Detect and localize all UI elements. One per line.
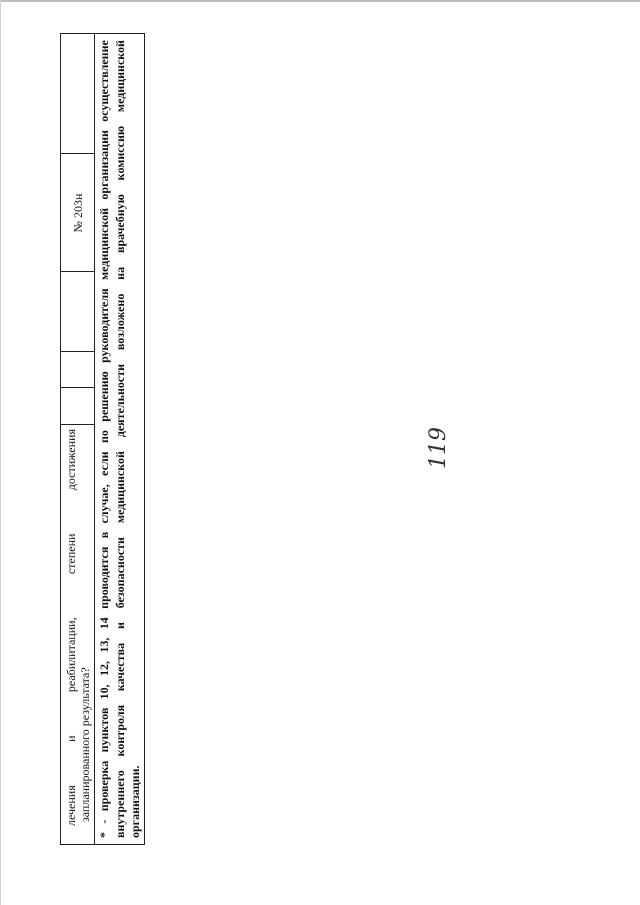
footnote-word: * [97, 832, 111, 838]
scan-edge-top [0, 0, 640, 2]
question-word: и [64, 735, 78, 742]
handwritten-page-number: 119 [425, 427, 451, 469]
footnote-word: в [97, 531, 111, 539]
footnote-word: медицинской [97, 207, 111, 281]
footnote-word: проверка [97, 760, 111, 812]
question-word: степени [64, 533, 78, 575]
footnote-word: осуществление [97, 40, 111, 122]
question-word: достижения [64, 429, 78, 491]
footnote-word: 14 [97, 617, 111, 630]
notes-cell [61, 34, 95, 154]
footnote-word: деятельности [112, 363, 127, 438]
footnote-word: на [112, 266, 127, 280]
footnote-line-1 [97, 40, 113, 838]
answer-yes-cell [61, 387, 95, 424]
footnote-line-3 [128, 40, 144, 838]
footnote-word: комиссию [112, 125, 127, 181]
footnote-word: безопасности [112, 537, 127, 609]
footnote-word: случае, [97, 484, 111, 524]
footnote-line-2 [113, 40, 129, 838]
footnote-word: решению [97, 371, 111, 422]
footnote-word: врачебную [112, 194, 127, 254]
question-word: лечения [64, 785, 78, 826]
footnote-word: - [97, 819, 111, 824]
footnote-word: 12, [97, 660, 111, 676]
rotated-document-page [60, 33, 145, 845]
footnote-word: качества [112, 642, 127, 692]
footnote-word: по [97, 430, 111, 444]
footnote-word: организации. [128, 765, 142, 838]
footnote-word: проводится [97, 546, 111, 609]
footnote-word: если [97, 451, 111, 476]
footnote-word: внутреннего [112, 770, 127, 838]
footnote-word: организации [97, 130, 111, 200]
footnote-word: контроля [112, 704, 127, 757]
table-row-question [61, 34, 95, 844]
footnote-word: пунктов [97, 707, 111, 753]
question-line-2: запланированного результата? [78, 667, 92, 822]
answer-no-cell [61, 351, 95, 388]
order-reference-cell: № 203н [61, 153, 95, 272]
footnote-word: 10, [97, 684, 111, 700]
footnote-word: медицинской [112, 451, 127, 524]
footnote-word: и [112, 622, 127, 630]
footnote-word: руководителя [97, 288, 111, 363]
question-cell [61, 424, 95, 844]
footnote-word: медицинской [112, 40, 127, 113]
scan-edge-left [0, 0, 1, 905]
checklist-table [60, 33, 145, 845]
question-line-1 [64, 429, 78, 836]
not-applicable-cell [61, 271, 95, 352]
footnote-word: 13, [97, 637, 111, 653]
footnote-word: возложено [112, 293, 127, 351]
question-word: реабилитации, [64, 617, 78, 693]
footnote-row [95, 34, 144, 844]
